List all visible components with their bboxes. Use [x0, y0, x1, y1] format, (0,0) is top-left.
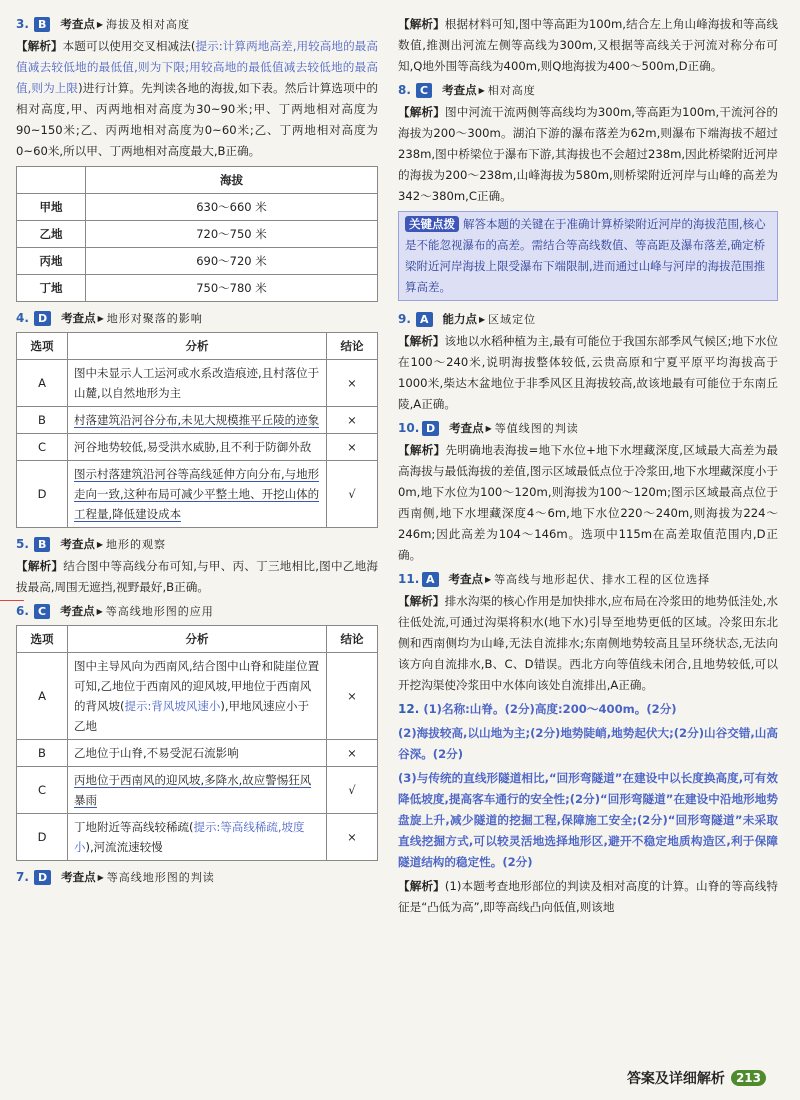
keypoint-text: 解答本题的关键在于准确计算桥梁附近河岸的海拔范围,核心是不能忽视瀑布的高差。需结合等高线数值、等高距及瀑布落差,确定桥梁附近河岸海拔上限受瀑布下端限制,进而通过山峰与河岸的海拔范围推算高差。 [405, 217, 766, 294]
topic: 等高线地形图的应用 [105, 605, 214, 618]
table-row [17, 653, 378, 740]
table-row [17, 221, 378, 248]
page-footer [627, 1068, 766, 1088]
jiexi-label: 【解析】 [398, 334, 445, 348]
arrow-icon: ▶ [96, 19, 104, 29]
nenglidian-label: 能力点 [442, 312, 478, 326]
keypoint-label: 关键点拨 [405, 216, 459, 232]
arrow-icon: ▶ [96, 539, 104, 549]
topic: 等值线图的判读 [494, 422, 579, 435]
page-number: 213 [731, 1070, 766, 1086]
q9-analysis [398, 331, 778, 415]
arrow-icon: ▶ [479, 314, 486, 324]
cell: 690～720 米 [86, 248, 378, 275]
q6-header [16, 601, 378, 621]
text: 排水沟渠的核心作用是加快排水,应布局在冷浆田的地势低洼处,水往低处流,可通过沟渠将积水(地下水)引导至地势更低的区域。冷浆田东北侧和西南侧均为山峰,无法自流排水;东南侧地势较高且呈环绕状态,无法向该方向自流排水,B、C、D错误。西北方向等值线未闭合,且地势较低,可以开挖沟渠使冷浆田中水体向该处自流排出,A正确。 [398, 594, 778, 692]
row-label: 丙地 [17, 248, 86, 275]
row-label: 甲地 [17, 194, 86, 221]
jiexi-label: 【解析】 [398, 879, 445, 893]
arrow-icon: ▶ [97, 313, 104, 323]
text: 根据材料可知,图中等高距为100m,结合左上角山峰海拔和等高线数值,推测出河流左侧等高线为300m,又根据等高线关于河流对称分布可知,Q地外围等高线为400m,则Q地海拔为400～500m,D正确。 [398, 17, 778, 73]
option: A [17, 653, 68, 740]
question-number: 3. [16, 17, 29, 31]
analysis: 图中未显示人工运河或水系改造痕迹,且村落位于山麓,以自然地形为主 [68, 360, 327, 407]
result: × [327, 434, 378, 461]
topic: 地形的观察 [106, 538, 167, 551]
table-row [17, 434, 378, 461]
q8-analysis [398, 102, 778, 207]
analysis: 乙地位于山脊,不易受泥石流影响 [68, 740, 327, 767]
q5-analysis [16, 556, 378, 598]
col-analysis: 分析 [68, 626, 327, 653]
jiexi-label: 【解析】 [16, 39, 63, 53]
kaochadian-label: 考查点 [61, 311, 96, 325]
answer-badge: D [34, 311, 51, 326]
tip-text: 提示:等高线稀疏,坡度小 [74, 820, 305, 854]
analysis [68, 814, 327, 861]
analysis [68, 653, 327, 740]
kaochadian-label: 考查点 [449, 421, 484, 435]
option: B [17, 740, 68, 767]
table-row [17, 407, 378, 434]
text: (1)名称:山脊。(2分)高度:200～400m。(2分) [423, 702, 677, 716]
jiexi-label: 【解析】 [398, 594, 445, 608]
table-header: 海拔 [86, 167, 378, 194]
table-row [17, 248, 378, 275]
text: 图中河流干流两侧等高线均为300m,等高距为100m,干流河谷的海拔为200～300m。湖泊下游的瀑布落差为62m,则瀑布下端海拔不超过238m,图中桥梁位于瀑布下游,其海拔也不会超过238m,因此桥梁附近河岸的海拔为200～238m,山峰海拔为580m,则桥梁附近河岸与山峰的高差为342～380m,C正确。 [398, 105, 778, 203]
q11-header [398, 569, 778, 589]
table-header [17, 167, 86, 194]
analysis [68, 407, 327, 434]
table-row [17, 461, 378, 528]
keypoint-box [398, 211, 778, 301]
text: 本题可以使用交叉相减法( [62, 39, 196, 53]
altitude-table [16, 166, 378, 302]
analysis [68, 767, 327, 814]
option: B [17, 407, 68, 434]
q7-header [16, 867, 378, 887]
table-row [17, 767, 378, 814]
topic: 地形对聚落的影响 [106, 312, 203, 325]
option: D [17, 461, 68, 528]
left-column [16, 14, 378, 889]
question-number: 9. [398, 312, 411, 326]
kaochadian-label: 考查点 [61, 870, 96, 884]
answer-badge: D [34, 870, 51, 885]
question-number: 12. [398, 702, 420, 716]
arrow-icon: ▶ [478, 85, 485, 95]
kaochadian-label: 考查点 [60, 537, 95, 551]
jiexi-label: 【解析】 [398, 443, 446, 457]
arrow-icon: ▶ [97, 872, 104, 882]
col-option: 选项 [17, 333, 68, 360]
jiexi-label: 【解析】 [398, 105, 446, 119]
result: × [327, 740, 378, 767]
topic: 等高线与地形起伏、排水工程的区位选择 [494, 573, 711, 586]
col-result: 结论 [327, 333, 378, 360]
analysis: 河谷地势较低,易受洪水威胁,且不利于防御外敌 [68, 434, 327, 461]
arrow-icon: ▶ [485, 574, 492, 584]
q5-header [16, 534, 378, 554]
result: × [327, 653, 378, 740]
q11-analysis [398, 591, 778, 696]
kaochadian-label: 考查点 [60, 604, 95, 618]
row-label: 丁地 [17, 275, 86, 302]
text: 丁地附近等高线较稀疏( [74, 820, 194, 834]
text: 结合图中等高线分布可知,与甲、丙、丁三地相比,图中乙地海拔最高,周围无遮挡,视野最好,B正确。 [16, 559, 378, 594]
answer-badge: A [422, 572, 439, 587]
question-number: 6. [16, 604, 29, 618]
jiexi-label: 【解析】 [398, 17, 445, 31]
q3-header [16, 14, 378, 34]
question-number: 5. [16, 537, 29, 551]
cell: 630～660 米 [86, 194, 378, 221]
kaochadian-label: 考查点 [442, 83, 477, 97]
result: √ [327, 767, 378, 814]
col-analysis: 分析 [68, 333, 327, 360]
answer-badge: A [416, 312, 433, 327]
answer-badge: B [34, 537, 50, 552]
text: )进行计算。先判读各地的海拔,如下表。然后计算选项中的相对高度,甲、丙两地相对高度为30~90米;甲、丁两地相对高度为90~150米;乙、丙两地相对高度为0~60米;乙、丁两地相对高度为0~60米,所以甲、丁两地相对高度最大,B正确。 [16, 81, 379, 158]
question-number: 4. [16, 311, 29, 325]
table-row [17, 194, 378, 221]
topic: 相对高度 [487, 84, 536, 97]
table-row [17, 740, 378, 767]
tip-text: 提示:背风坡风速小 [124, 699, 221, 713]
table-row [17, 275, 378, 302]
result: × [327, 814, 378, 861]
topic: 区域定位 [488, 313, 537, 326]
option: D [17, 814, 68, 861]
question-number: 8. [398, 83, 411, 97]
answer-badge: B [34, 17, 50, 32]
text: (1)本题考查地形部位的判读及相对高度的计算。山脊的等高线特征是“凸低为高”,即等高线凸向低值,则该地 [398, 879, 778, 914]
topic: 等高线地形图的判读 [106, 871, 215, 884]
result: × [327, 360, 378, 407]
col-result: 结论 [327, 626, 378, 653]
text: ),河流流速较慢 [85, 840, 163, 854]
cell: 750～780 米 [86, 275, 378, 302]
kaochadian-label: 考查点 [448, 572, 484, 586]
underlined-text: 村落建筑沿河谷分布,未见大规模推平丘陵的迹象 [74, 413, 320, 427]
right-column [398, 14, 778, 921]
q12-answer-2: (2)海拔较高,以山地为主;(2分)地势陡峭,地势起伏大;(2分)山谷交错,山高谷深。(2分) [398, 726, 778, 761]
option: A [17, 360, 68, 407]
question-number: 10. [398, 421, 420, 435]
table-row [17, 814, 378, 861]
text: 该地以水稻种植为主,最有可能位于我国东部季风气候区;地下水位在100～240米,说明海拔整体较低,云贵高原和宁夏平原平均海拔高于1000米,柴达木盆地位于非季风区且海拔较高,故该地最有可能位于东南丘陵,A正确。 [398, 334, 778, 411]
q12-analysis [398, 876, 778, 918]
q12-answer-3: (3)与传统的直线形隧道相比,“回形弯隧道”在建设中以长度换高度,可有效降低坡度,提高客车通行的安全性;(2分)“回形弯隧道”在建设中沿地形地势盘旋上升,减少隧道的挖掘工程,保障施工安全;(2分)“回形弯隧道”未采取直线挖掘方式,可以较灵活地选择地形区,避开不稳定地质构造区,利于保障隧道结构的稳定性。(2分) [398, 771, 778, 869]
result: × [327, 407, 378, 434]
q4-header [16, 308, 378, 328]
q4-table [16, 332, 378, 528]
arrow-icon: ▶ [485, 423, 492, 433]
option: C [17, 434, 68, 461]
q10-header [398, 418, 778, 438]
question-number: 11. [398, 572, 420, 586]
underlined-text: 图示村落建筑沿河谷等高线延伸方向分布,与地形走向一致,这种布局可减少平整土地、开挖山体的工程量,降低建设成本 [74, 467, 320, 521]
kaochadian-label: 考查点 [60, 17, 95, 31]
table-row [17, 360, 378, 407]
q8-header [398, 80, 778, 100]
analysis [68, 461, 327, 528]
cell: 720～750 米 [86, 221, 378, 248]
question-number: 7. [16, 870, 29, 884]
col-option: 选项 [17, 626, 68, 653]
answer-badge: C [416, 83, 432, 98]
q7-analysis [398, 14, 778, 77]
underlined-text: 丙地位于西南风的迎风坡,多降水,故应警惕狂风暴雨 [74, 773, 312, 807]
q10-analysis [398, 440, 778, 566]
option: C [17, 767, 68, 814]
arrow-icon: ▶ [96, 606, 103, 616]
q6-table [16, 625, 378, 861]
q9-header [398, 309, 778, 329]
answer-badge: D [422, 421, 439, 436]
text: 先明确地表海拔=地下水位+地下水埋藏深度,区域最大高差为最高海拔与最低海拔的差值,图示区域最低点位于冷浆田,地下水埋藏深度小于0m,地下水位为100～120m,则海拔为100～120m;图示区域最高点位于西南侧,地下水埋藏深度4～6m,地下水位220～240m,则海拔为224～246m;因此高差为104～146m。选项中115m在高差取值范围内,D正确。 [398, 443, 778, 562]
footer-title: 答案及详细解析 [626, 1071, 725, 1087]
text: 图中主导风向为西南风,结合图中山脊和陡崖位置可知,乙地位于西南风的迎风坡,甲地位于西南风的背风坡( [74, 659, 320, 713]
tip-text: :计算两地高差,用较高地的最高值减去较低地的最低值,则为下限;用较高地的最低值减去较低地的最高值,则为上限 [16, 39, 378, 95]
text: ),甲地风速应小于乙地 [74, 699, 310, 733]
row-label: 乙地 [17, 221, 86, 248]
q3-analysis [16, 36, 378, 162]
q12-answer-1 [398, 699, 778, 720]
jiexi-label: 【解析】 [16, 559, 64, 573]
answer-badge: C [34, 604, 50, 619]
result: √ [327, 461, 378, 528]
topic: 海拔及相对高度 [106, 18, 191, 31]
tip-label: 提示 [195, 39, 219, 53]
